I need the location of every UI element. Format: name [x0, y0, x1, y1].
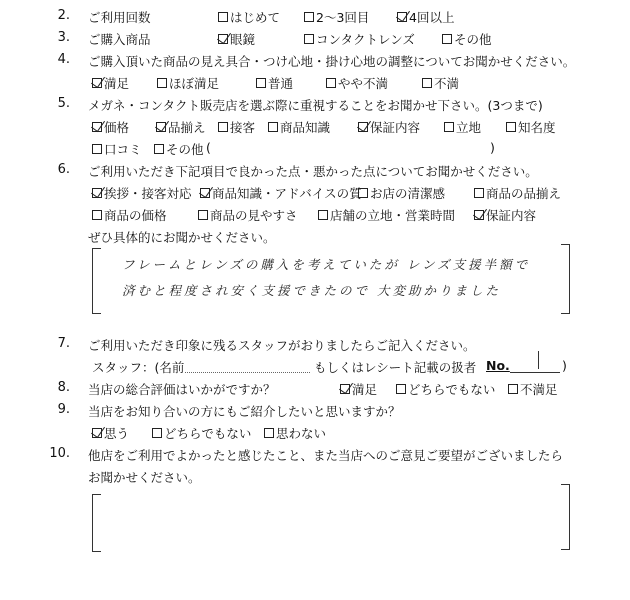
- q2-option[interactable]: はじめて: [218, 8, 280, 26]
- q8-option[interactable]: どちらでもない: [396, 380, 495, 398]
- q4-option[interactable]: 普通: [256, 74, 293, 92]
- q9-number: 9.: [57, 402, 70, 417]
- q9-option[interactable]: どちらでもない: [152, 424, 251, 442]
- q5-option[interactable]: 口コミ: [92, 140, 142, 158]
- q3-option[interactable]: コンタクトレンズ: [304, 30, 415, 48]
- checkbox[interactable]: [157, 78, 167, 88]
- q5-option[interactable]: 価格: [92, 118, 129, 136]
- checkbox[interactable]: [506, 122, 516, 132]
- q8-number: 8.: [57, 380, 70, 395]
- q2-number: 2.: [57, 8, 70, 23]
- checkbox-checked[interactable]: [92, 188, 102, 198]
- answer-bracket-left: [92, 248, 101, 314]
- q5-option[interactable]: 知名度: [506, 118, 556, 136]
- q4-option[interactable]: 不満: [422, 74, 459, 92]
- checkbox[interactable]: [474, 188, 484, 198]
- checkbox[interactable]: [198, 210, 208, 220]
- q2-option[interactable]: 2～3回目: [304, 8, 369, 26]
- staff-middle: もしくはレシート記載の扱者: [314, 360, 477, 375]
- q5-option[interactable]: その他: [154, 140, 204, 158]
- checkbox-checked[interactable]: [358, 122, 368, 132]
- q5-option[interactable]: 立地: [444, 118, 481, 136]
- q7-number: 7.: [57, 336, 70, 351]
- paren-close: ): [490, 140, 495, 155]
- checkbox[interactable]: [444, 122, 454, 132]
- checkbox[interactable]: [508, 384, 518, 394]
- q4-option[interactable]: 満足: [92, 74, 129, 92]
- q7-label: ご利用いただき印象に残るスタッフがおりましたらご記入ください。: [88, 338, 476, 353]
- checkbox[interactable]: [256, 78, 266, 88]
- q6-answer-line1[interactable]: フレームとレンズの購入を考えていたが レンズ支援半額で: [122, 257, 531, 272]
- q5-number: 5.: [57, 96, 70, 111]
- q9-option[interactable]: 思う: [92, 424, 129, 442]
- q2-option[interactable]: 4回以上: [397, 8, 454, 26]
- no-divider: [538, 351, 539, 369]
- q5-label: メガネ・コンタクト販売店を選ぶ際に重視することをお聞かせ下さい。(3つまで): [88, 98, 543, 113]
- q10-bracket-right: [561, 484, 570, 550]
- checkbox-checked[interactable]: [92, 122, 102, 132]
- q3-number: 3.: [57, 30, 70, 45]
- q5-option[interactable]: 保証内容: [358, 118, 420, 136]
- checkbox[interactable]: [92, 210, 102, 220]
- checkbox[interactable]: [264, 428, 274, 438]
- checkbox[interactable]: [442, 34, 452, 44]
- q5-option[interactable]: 品揃え: [156, 118, 206, 136]
- checkbox[interactable]: [318, 210, 328, 220]
- answer-bracket-right: [561, 244, 570, 314]
- q6-option[interactable]: 保証内容: [474, 206, 536, 224]
- q10-label: 他店をご利用でよかったと感じたこと、また当店へのご意見ご要望がございましたら: [88, 448, 564, 463]
- checkbox[interactable]: [396, 384, 406, 394]
- q6-label: ご利用いただき下記項目で良かった点・悪かった点についてお聞かせください。: [88, 164, 538, 179]
- q6-option[interactable]: 商品知識・アドバイスの質: [200, 184, 362, 202]
- q6-option[interactable]: 商品の価格: [92, 206, 167, 224]
- q5-option[interactable]: 接客: [218, 118, 255, 136]
- q3-option[interactable]: 眼鏡: [218, 30, 255, 48]
- q9-label: 当店をお知り合いの方にもご紹介したいと思いますか？: [88, 404, 401, 419]
- q4-option[interactable]: ほぼ満足: [157, 74, 219, 92]
- checkbox[interactable]: [422, 78, 432, 88]
- checkbox[interactable]: [326, 78, 336, 88]
- checkbox[interactable]: [152, 428, 162, 438]
- q6-option[interactable]: 商品の品揃え: [474, 184, 561, 202]
- checkbox[interactable]: [268, 122, 278, 132]
- checkbox[interactable]: [218, 12, 228, 22]
- checkbox-checked[interactable]: [474, 210, 484, 220]
- q10-number: 10.: [49, 446, 70, 461]
- q8-option[interactable]: 満足: [340, 380, 377, 398]
- no-label: No.: [486, 358, 510, 373]
- q7-close: ): [562, 358, 567, 373]
- q9-option[interactable]: 思わない: [264, 424, 326, 442]
- checkbox[interactable]: [154, 144, 164, 154]
- checkbox[interactable]: [304, 34, 314, 44]
- checkbox[interactable]: [92, 144, 102, 154]
- q4-option[interactable]: やや不満: [326, 74, 388, 92]
- q8-option[interactable]: 不満足: [508, 380, 558, 398]
- q6-followup: ぜひ具体的にお聞かせください。: [88, 230, 276, 245]
- q6-option[interactable]: 挨拶・接客対応: [92, 184, 192, 202]
- checkbox-checked[interactable]: [218, 34, 228, 44]
- q10-label2: お聞かせください。: [88, 470, 201, 485]
- checkbox-checked[interactable]: [340, 384, 350, 394]
- checkbox[interactable]: [358, 188, 368, 198]
- checkbox[interactable]: [304, 12, 314, 22]
- q2-label: ご利用回数: [88, 10, 151, 25]
- staff-no-line[interactable]: [510, 372, 560, 373]
- q4-number: 4.: [57, 52, 70, 67]
- staff-prefix: スタッフ：(名前: [92, 360, 185, 375]
- q3-label: ご購入商品: [88, 32, 151, 47]
- q6-option[interactable]: 商品の見やすさ: [198, 206, 298, 224]
- paren-open: (: [206, 140, 211, 155]
- staff-name-line[interactable]: [185, 372, 310, 373]
- q8-label: 当店の総合評価はいかがですか？: [88, 382, 276, 397]
- q6-number: 6.: [57, 162, 70, 177]
- q10-bracket-left: [92, 494, 101, 552]
- checkbox-checked[interactable]: [156, 122, 166, 132]
- checkbox-checked[interactable]: [397, 12, 407, 22]
- q10-answer-area[interactable]: [102, 494, 558, 550]
- checkbox-checked[interactable]: [200, 188, 210, 198]
- q6-option[interactable]: お店の清潔感: [358, 184, 445, 202]
- q4-label: ご購入頂いた商品の見え具合・つけ心地・掛け心地の調整についてお聞かせください。: [88, 54, 576, 69]
- checkbox-checked[interactable]: [92, 428, 102, 438]
- q6-option[interactable]: 店舗の立地・営業時間: [318, 206, 455, 224]
- q3-option[interactable]: その他: [442, 30, 492, 48]
- checkbox[interactable]: [218, 122, 228, 132]
- checkbox-checked[interactable]: [92, 78, 102, 88]
- q6-answer-line2[interactable]: 済むと程度され安く支援できたので 大変助かりました: [122, 283, 501, 298]
- q5-option[interactable]: 商品知識: [268, 118, 330, 136]
